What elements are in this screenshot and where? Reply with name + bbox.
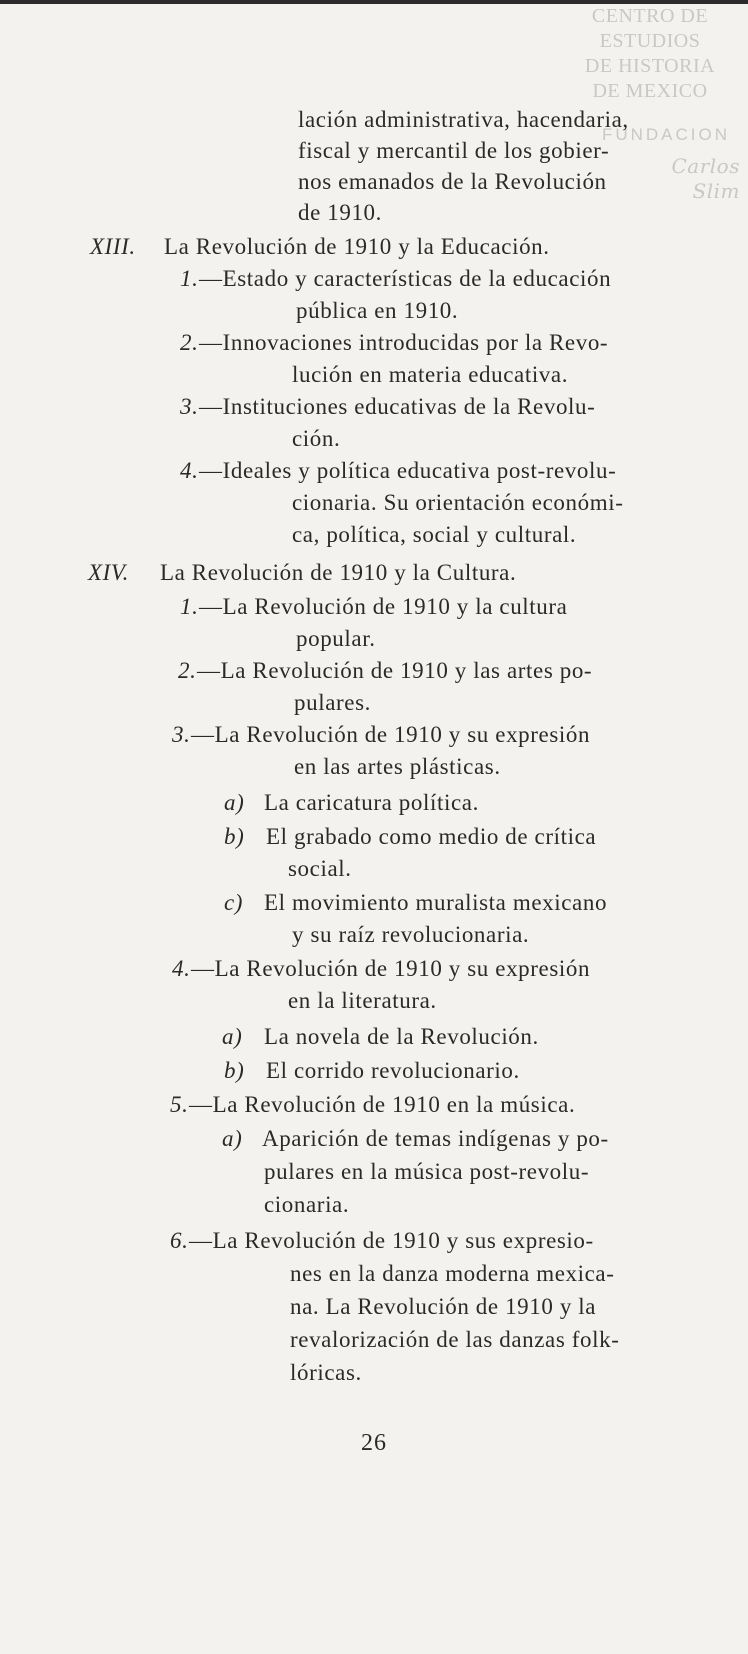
- watermark-line: CENTRO DE: [591, 5, 709, 27]
- subitem-letter: b): [224, 1058, 245, 1083]
- subitem-line: pulares en la música post-revolu-: [264, 1159, 590, 1184]
- continuation-line: de 1910.: [298, 200, 383, 225]
- section-number: XIV.: [88, 560, 129, 585]
- item-line: ca, política, social y cultural.: [292, 522, 577, 547]
- item-line: en las artes plásticas.: [294, 754, 501, 779]
- watermark-fundacion: FUNDACION: [601, 125, 730, 144]
- subitem-line: El corrido revolucionario.: [266, 1058, 520, 1083]
- watermark-line: DE HISTORIA: [584, 55, 716, 77]
- subitem-line: y su raíz revolucionaria.: [292, 922, 530, 947]
- archive-watermark: [570, 4, 740, 203]
- subitem-letter: c): [224, 890, 244, 915]
- item-line: —La Revolución de 1910 y las artes po-: [197, 658, 593, 683]
- subitem-letter: a): [222, 1126, 243, 1151]
- item-line: —La Revolución de 1910 y su expresión: [191, 722, 591, 747]
- item-line: —La Revolución de 1910 y sus expresio-: [189, 1228, 594, 1253]
- item-number: 6.: [170, 1228, 189, 1253]
- item-line: —La Revolución de 1910 y su expresión: [191, 956, 591, 981]
- item-number: 2.: [180, 330, 199, 355]
- item-line: popular.: [296, 626, 376, 651]
- item-number: 1.: [180, 266, 199, 291]
- item-number: 3.: [172, 722, 191, 747]
- item-line: lóricas.: [290, 1360, 362, 1385]
- subitem-line: La novela de la Revolución.: [264, 1024, 539, 1049]
- page-number: 26: [361, 1430, 387, 1456]
- section-number: XIII.: [90, 234, 136, 259]
- item-line: —Estado y características de la educación: [199, 266, 612, 291]
- watermark-line: DE MEXICO: [592, 80, 708, 102]
- item-line: en la literatura.: [288, 988, 437, 1013]
- subitem-line: El grabado como medio de crítica: [266, 824, 597, 849]
- item-line: na. La Revolución de 1910 y la: [290, 1294, 597, 1319]
- item-line: —Innovaciones introducidas por la Revo-: [199, 330, 609, 355]
- item-number: 2.: [178, 658, 197, 683]
- continuation-line: lación administrativa, hacendaria,: [298, 107, 629, 132]
- item-line: —Ideales y política educativa post-revolu-: [199, 458, 617, 483]
- subitem-line: El movimiento muralista mexicano: [264, 890, 608, 915]
- item-line: revalorización de las danzas folk-: [290, 1327, 620, 1352]
- subitem-line: La caricatura política.: [264, 790, 479, 815]
- item-line: —La Revolución de 1910 y la cultura: [199, 594, 568, 619]
- item-line: pulares.: [294, 690, 371, 715]
- item-number: 3.: [180, 394, 199, 419]
- item-line: ción.: [292, 426, 341, 451]
- subitem-line: Aparición de temas indígenas y po-: [262, 1126, 609, 1151]
- continuation-line: nos emanados de la Revolución: [298, 169, 607, 194]
- section-title: La Revolución de 1910 y la Educación.: [164, 234, 550, 259]
- section-title: La Revolución de 1910 y la Cultura.: [160, 560, 517, 585]
- continuation-line: fiscal y mercantil de los gobier-: [298, 138, 610, 163]
- watermark-line: ESTUDIOS: [599, 30, 701, 52]
- item-line: lución en materia educativa.: [292, 362, 569, 387]
- subitem-letter: a): [224, 790, 245, 815]
- item-number: 1.: [180, 594, 199, 619]
- subitem-letter: a): [222, 1024, 243, 1049]
- subitem-line: cionaria.: [264, 1192, 350, 1217]
- item-number: 4.: [180, 458, 199, 483]
- subitem-line: social.: [288, 856, 352, 881]
- item-number: 5.: [170, 1092, 189, 1117]
- subitem-letter: b): [224, 824, 245, 849]
- item-line: cionaria. Su orientación económi-: [292, 490, 624, 515]
- item-line: —La Revolución de 1910 en la música.: [189, 1092, 576, 1117]
- watermark-signature: Carlos Slim: [671, 154, 740, 203]
- item-line: pública en 1910.: [296, 298, 459, 323]
- item-number: 4.: [172, 956, 191, 981]
- item-line: nes en la danza moderna mexica-: [290, 1261, 615, 1286]
- item-line: —Instituciones educativas de la Revolu-: [199, 394, 596, 419]
